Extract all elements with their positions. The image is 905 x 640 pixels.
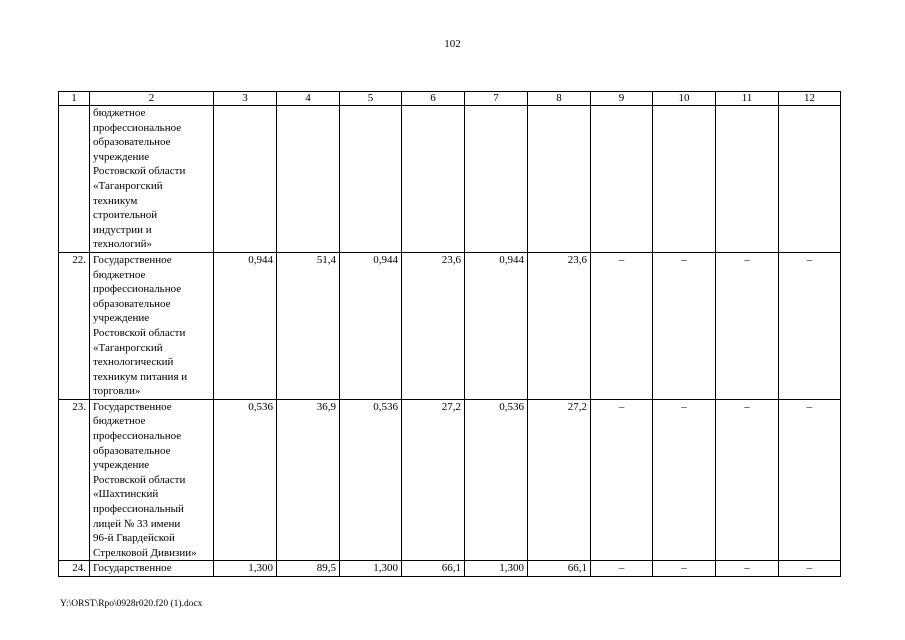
column-header-5: 5 — [340, 92, 402, 106]
value-cell-col-8: 66,1 — [528, 561, 591, 577]
value-cell-col-4: 51,4 — [277, 252, 340, 399]
column-header-10: 10 — [653, 92, 716, 106]
value-cell-col-9 — [591, 106, 653, 253]
row-number-cell: 22. — [59, 252, 90, 399]
column-header-4: 4 — [277, 92, 340, 106]
value-cell-col-6 — [402, 106, 465, 253]
column-header-6: 6 — [402, 92, 465, 106]
value-cell-col-8 — [528, 106, 591, 253]
value-cell-col-11 — [716, 106, 779, 253]
table-row — [59, 252, 841, 399]
value-cell-col-10: – — [653, 561, 716, 577]
value-cell-col-5: 0,536 — [340, 399, 402, 561]
value-cell-col-6: 27,2 — [402, 399, 465, 561]
column-header-12: 12 — [779, 92, 841, 106]
column-header-1: 1 — [59, 92, 90, 106]
value-cell-col-7: 0,944 — [465, 252, 528, 399]
table-row — [59, 399, 841, 561]
value-cell-col-12: – — [779, 399, 841, 561]
value-cell-col-7 — [465, 106, 528, 253]
value-cell-col-11: – — [716, 399, 779, 561]
column-header-3: 3 — [214, 92, 277, 106]
row-number-cell: 23. — [59, 399, 90, 561]
value-cell-col-10: – — [653, 252, 716, 399]
value-cell-col-3: 0,536 — [214, 399, 277, 561]
institution-name-cell: Государственное бюджетное профессиональное образовательное учреждение Ростовской области «Таганрогский технологический техникум питания и торговли» — [90, 252, 214, 399]
column-header-8: 8 — [528, 92, 591, 106]
value-cell-col-9: – — [591, 561, 653, 577]
value-cell-col-8: 27,2 — [528, 399, 591, 561]
page-number: 102 — [444, 38, 461, 50]
value-cell-col-6: 66,1 — [402, 561, 465, 577]
value-cell-col-3 — [214, 106, 277, 253]
value-cell-col-12 — [779, 106, 841, 253]
column-header-11: 11 — [716, 92, 779, 106]
value-cell-col-9: – — [591, 399, 653, 561]
value-cell-col-3: 0,944 — [214, 252, 277, 399]
table-header-row — [59, 92, 841, 106]
value-cell-col-11: – — [716, 561, 779, 577]
value-cell-col-10 — [653, 106, 716, 253]
institution-name-cell: Государственное бюджетное профессиональное образовательное учреждение Ростовской области «Шахтинский профессиональный лицей № 33 имени 96-й Гвардейской Стрелковой Дивизии» — [90, 399, 214, 561]
footer-file-path: Y:\ORST\Rpo\0928r020.f20 (1).docx — [60, 599, 203, 609]
table-row — [59, 561, 841, 577]
value-cell-col-7: 0,536 — [465, 399, 528, 561]
value-cell-col-4 — [277, 106, 340, 253]
value-cell-col-7: 1,300 — [465, 561, 528, 577]
value-cell-col-5 — [340, 106, 402, 253]
institution-name-cell: Государственное — [90, 561, 214, 577]
value-cell-col-10: – — [653, 399, 716, 561]
column-header-9: 9 — [591, 92, 653, 106]
row-number-cell: 24. — [59, 561, 90, 577]
column-header-7: 7 — [465, 92, 528, 106]
value-cell-col-4: 36,9 — [277, 399, 340, 561]
data-table — [58, 91, 841, 577]
value-cell-col-3: 1,300 — [214, 561, 277, 577]
value-cell-col-4: 89,5 — [277, 561, 340, 577]
value-cell-col-11: – — [716, 252, 779, 399]
institution-name-cell: бюджетное профессиональное образовательное учреждение Ростовской области «Таганрогский техникум строительной индустрии и технологий» — [90, 106, 214, 253]
value-cell-col-6: 23,6 — [402, 252, 465, 399]
value-cell-col-12: – — [779, 252, 841, 399]
row-number-cell — [59, 106, 90, 253]
value-cell-col-12: – — [779, 561, 841, 577]
value-cell-col-8: 23,6 — [528, 252, 591, 399]
value-cell-col-5: 1,300 — [340, 561, 402, 577]
value-cell-col-9: – — [591, 252, 653, 399]
value-cell-col-5: 0,944 — [340, 252, 402, 399]
table-row — [59, 106, 841, 253]
column-header-2: 2 — [90, 92, 214, 106]
